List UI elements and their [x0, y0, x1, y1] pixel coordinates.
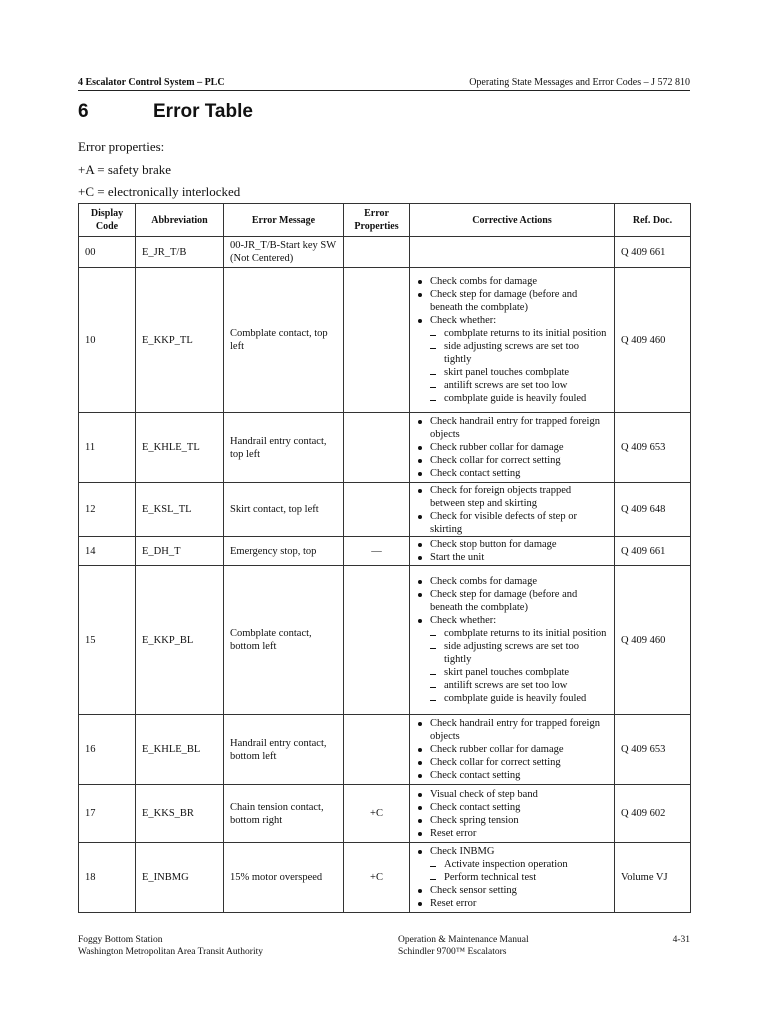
action-text: Check step for damage (before and beneath the combplate): [430, 289, 578, 313]
action-sub-list: [430, 858, 608, 884]
action-text: Check contact setting: [430, 770, 521, 781]
action-sub-list: [430, 327, 608, 405]
column-header-error-properties: Error Properties: [344, 204, 410, 237]
action-item: [416, 845, 608, 884]
action-sub-item: Perform technical test: [430, 871, 608, 884]
footer-station-name: Foggy Bottom Station: [78, 935, 163, 945]
cell-abbreviation: E_INBMG: [136, 843, 224, 913]
action-sub-item: side adjusting screws are set too tightly: [430, 340, 608, 366]
action-sub-item: skirt panel touches combplate: [430, 666, 608, 679]
corrective-actions-list: [416, 717, 608, 782]
cell-error-properties: [344, 566, 410, 715]
cell-abbreviation: E_KKP_TL: [136, 268, 224, 413]
cell-display-code: 00: [79, 237, 136, 268]
action-text: Check contact setting: [430, 801, 521, 813]
action-item: [416, 801, 608, 814]
cell-corrective-actions: [410, 843, 615, 913]
column-header-display-code: Display Code: [79, 204, 136, 237]
cell-ref-doc: Q 409 661: [615, 237, 691, 268]
action-text: Reset error: [430, 898, 477, 909]
action-text: Check whether:: [430, 615, 497, 626]
action-item: [416, 510, 608, 536]
cell-error-properties: +C: [344, 785, 410, 843]
cell-display-code: 17: [79, 785, 136, 843]
action-item: [416, 897, 608, 910]
cell-corrective-actions: [410, 566, 615, 715]
action-item: [416, 288, 608, 314]
cell-display-code: 14: [79, 537, 136, 566]
action-item: [416, 743, 608, 756]
cell-abbreviation: E_KKP_BL: [136, 566, 224, 715]
action-sub-list: [430, 627, 608, 705]
action-item: [416, 551, 608, 564]
table-row: [79, 566, 691, 715]
cell-abbreviation: E_KHLE_TL: [136, 413, 224, 483]
column-header-error-message: Error Message: [224, 204, 344, 237]
cell-error-properties: [344, 413, 410, 483]
action-text: Check collar for correct setting: [430, 757, 561, 768]
cell-error-message: Combplate contact, bottom left: [224, 566, 344, 715]
action-item: [416, 788, 608, 801]
section-heading: [78, 101, 253, 123]
cell-error-message: Chain tension contact, bottom right: [224, 785, 344, 843]
cell-abbreviation: E_JR_T/B: [136, 237, 224, 268]
action-item: [416, 314, 608, 405]
header-document-title: Operating State Messages and Error Codes – J 572 810: [469, 77, 690, 88]
corrective-actions-list: [416, 845, 608, 910]
action-item: [416, 275, 608, 288]
section-title: Error Table: [153, 101, 253, 122]
action-text: Visual check of step band: [430, 788, 538, 800]
cell-error-properties: —: [344, 537, 410, 566]
table-row: [79, 785, 691, 843]
cell-corrective-actions: [410, 268, 615, 413]
cell-error-message: 15% motor overspeed: [224, 843, 344, 913]
action-sub-item: skirt panel touches combplate: [430, 366, 608, 379]
cell-ref-doc: Q 409 653: [615, 715, 691, 785]
column-header-ref-doc: Ref. Doc.: [615, 204, 691, 237]
action-text: Check combs for damage: [430, 276, 538, 287]
column-header-abbreviation: Abbreviation: [136, 204, 224, 237]
footer-authority: Washington Metropolitan Area Transit Authority: [78, 947, 264, 957]
cell-display-code: 10: [79, 268, 136, 413]
cell-abbreviation: E_KKS_BR: [136, 785, 224, 843]
action-sub-item: combplate returns to its initial position: [430, 327, 608, 340]
cell-ref-doc: Volume VJ: [615, 843, 691, 913]
error-table-body: [79, 237, 691, 913]
action-text: Reset error: [430, 827, 477, 839]
cell-error-properties: [344, 483, 410, 537]
action-text: Check INBMG: [430, 846, 495, 857]
action-item: [416, 575, 608, 588]
action-sub-item: Activate inspection operation: [430, 858, 608, 871]
action-text: Check sensor setting: [430, 885, 517, 896]
action-item: [416, 467, 608, 480]
cell-abbreviation: E_KHLE_BL: [136, 715, 224, 785]
cell-ref-doc: Q 409 602: [615, 785, 691, 843]
cell-abbreviation: E_DH_T: [136, 537, 224, 566]
cell-corrective-actions: [410, 483, 615, 537]
table-row: [79, 537, 691, 566]
action-item: [416, 769, 608, 782]
page-number: 4-31: [672, 935, 690, 945]
cell-corrective-actions: [410, 237, 615, 268]
cell-error-properties: [344, 268, 410, 413]
action-item: [416, 538, 608, 551]
property-item: +C = electronically interlocked: [78, 184, 241, 199]
action-item: [416, 884, 608, 897]
action-text: Check for foreign objects trapped between step and skirting: [430, 484, 572, 509]
column-header-corrective-actions: Corrective Actions: [410, 204, 615, 237]
corrective-actions-list: [416, 415, 608, 480]
cell-error-properties: +C: [344, 843, 410, 913]
table-row: [79, 715, 691, 785]
action-item: [416, 717, 608, 743]
action-text: Check step for damage (before and beneath the combplate): [430, 589, 578, 613]
action-text: Check spring tension: [430, 814, 519, 826]
cell-display-code: 16: [79, 715, 136, 785]
action-sub-item: combplate guide is heavily fouled: [430, 392, 608, 405]
cell-corrective-actions: [410, 413, 615, 483]
properties-intro: Error properties:: [78, 139, 165, 154]
footer-manual: [398, 934, 529, 958]
cell-ref-doc: Q 409 653: [615, 413, 691, 483]
cell-error-message: Emergency stop, top: [224, 537, 344, 566]
action-text: Check collar for correct setting: [430, 455, 561, 466]
cell-ref-doc: Q 409 460: [615, 268, 691, 413]
cell-ref-doc: Q 409 460: [615, 566, 691, 715]
cell-corrective-actions: [410, 715, 615, 785]
header-chapter: 4 Escalator Control System – PLC: [78, 77, 225, 88]
property-item: +A = safety brake: [78, 161, 171, 177]
cell-display-code: 12: [79, 483, 136, 537]
cell-error-message: Handrail entry contact, top left: [224, 413, 344, 483]
action-sub-item: antilift screws are set too low: [430, 379, 608, 392]
action-item: [416, 814, 608, 827]
action-text: Check for visible defects of step or skirting: [430, 510, 577, 535]
cell-corrective-actions: [410, 537, 615, 566]
section-number: 6: [78, 101, 89, 122]
action-text: Check stop button for damage: [430, 539, 557, 550]
action-text: Check rubber collar for damage: [430, 744, 564, 755]
running-header: [78, 76, 690, 91]
footer-station: [78, 934, 263, 958]
action-item: [416, 484, 608, 510]
cell-error-properties: [344, 237, 410, 268]
cell-error-message: 00-JR_T/B-Start key SW (Not Centered): [224, 237, 344, 268]
action-item: [416, 827, 608, 840]
action-item: [416, 756, 608, 769]
action-item: [416, 441, 608, 454]
cell-error-message: Combplate contact, top left: [224, 268, 344, 413]
corrective-actions-list: [416, 484, 608, 536]
cell-display-code: 15: [79, 566, 136, 715]
cell-error-message: Handrail entry contact, bottom left: [224, 715, 344, 785]
table-row: [79, 237, 691, 268]
action-sub-item: antilift screws are set too low: [430, 679, 608, 692]
action-text: Check contact setting: [430, 468, 521, 479]
cell-ref-doc: Q 409 648: [615, 483, 691, 537]
table-row: [79, 483, 691, 537]
cell-display-code: 18: [79, 843, 136, 913]
corrective-actions-list: [416, 275, 608, 405]
error-table: [78, 203, 691, 913]
action-sub-item: side adjusting screws are set too tightly: [430, 640, 608, 666]
corrective-actions-list: [416, 788, 608, 840]
cell-error-message: Skirt contact, top left: [224, 483, 344, 537]
corrective-actions-list: [416, 575, 608, 705]
error-properties-legend: [78, 136, 240, 204]
action-text: Check handrail entry for trapped foreign objects: [430, 718, 600, 742]
table-row: [79, 843, 691, 913]
footer-product: Schindler 9700™ Escalators: [398, 947, 507, 957]
action-item: [416, 415, 608, 441]
action-sub-item: combplate returns to its initial position: [430, 627, 608, 640]
cell-ref-doc: Q 409 661: [615, 537, 691, 566]
footer-manual-title: Operation & Maintenance Manual: [398, 935, 529, 945]
action-item: [416, 454, 608, 467]
cell-error-properties: [344, 715, 410, 785]
cell-display-code: 11: [79, 413, 136, 483]
action-text: Check rubber collar for damage: [430, 442, 564, 453]
action-text: Check whether:: [430, 315, 497, 326]
table-header-row: [79, 204, 691, 237]
action-sub-item: combplate guide is heavily fouled: [430, 692, 608, 705]
table-row: [79, 413, 691, 483]
action-text: Check combs for damage: [430, 576, 538, 587]
action-item: [416, 614, 608, 705]
cell-corrective-actions: [410, 785, 615, 843]
corrective-actions-list: [416, 538, 608, 564]
action-item: [416, 588, 608, 614]
table-row: [79, 268, 691, 413]
action-text: Start the unit: [430, 552, 485, 563]
cell-abbreviation: E_KSL_TL: [136, 483, 224, 537]
action-text: Check handrail entry for trapped foreign objects: [430, 416, 600, 440]
